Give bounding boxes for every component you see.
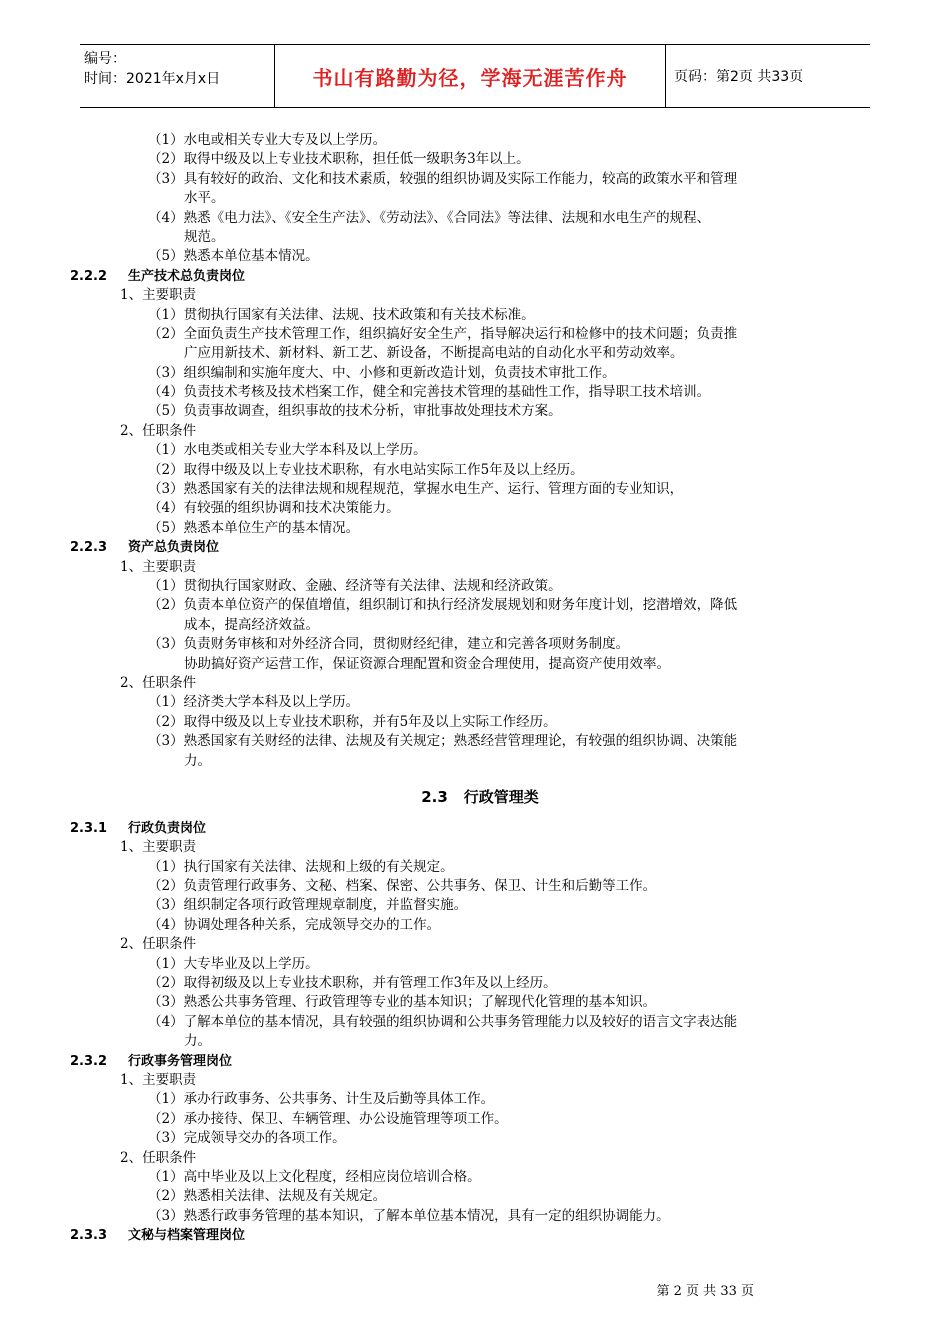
page-header (80, 44, 870, 108)
list-item: （2）负责管理行政事务、文秘、档案、保密、公共事务、保卫、计生和后勤等工作。 (148, 878, 657, 895)
list-item: （5）熟悉本单位生产的基本情况。 (148, 519, 360, 536)
list-item: （2）取得中级及以上专业技术职称，担任低一级职务3年以上。 (148, 151, 530, 168)
list-item-continuation: 规范。 (184, 228, 225, 245)
list-item: （3）熟悉国家有关财经的法律、法规及有关规定；熟悉经营管理理论，有较强的组织协调、决策能 (148, 733, 738, 750)
section-heading (70, 538, 890, 557)
list-item: （1）执行国家有关法律、法规和上级的有关规定。 (148, 858, 454, 875)
list-item-continuation: 协助搞好资产运营工作，保证资源合理配置和资金合理使用，提高资产使用效率。 (184, 655, 670, 672)
subsection-label: 1、主要职责 (120, 1071, 197, 1088)
list-item-continuation: 成本，提高经济效益。 (184, 616, 319, 633)
section-title: 生产技术总负责岗位 (128, 268, 246, 284)
list-item: （5）熟悉本单位基本情况。 (148, 248, 319, 265)
list-item: （4）有较强的组织协调和技术决策能力。 (148, 500, 400, 517)
subsection-label: 1、主要职责 (120, 839, 197, 856)
list-item-continuation: 水平。 (184, 190, 225, 207)
list-item: （4）协调处理各种关系，完成领导交办的工作。 (148, 916, 441, 933)
list-item: （2）承办接待、保卫、车辆管理、办公设施管理等项工作。 (148, 1110, 508, 1127)
list-item-continuation: 力。 (184, 1033, 211, 1050)
section-heading (70, 1226, 890, 1245)
list-item: （3）具有较好的政治、文化和技术素质，较强的组织协调及实际工作能力，较高的政策水平和管理 (148, 170, 738, 187)
doc-number-label: 编号： (84, 51, 126, 67)
subsection-label: 1、主要职责 (120, 287, 197, 304)
header-motto: 书山有路勤为径，学海无涯苦作舟 (275, 45, 666, 107)
section-number: 2.2.2 (70, 268, 108, 284)
list-item: （1）水电或相关专业大专及以上学历。 (148, 132, 387, 148)
section-heading (70, 267, 890, 286)
list-item: （4）了解本单位的基本情况，具有较强的组织协调和公共事务管理能力以及较好的语言文字表达能 (148, 1013, 738, 1030)
list-item: （2）取得中级及以上专业技术职称，有水电站实际工作5年及以上经历。 (148, 461, 584, 478)
list-item: （2）取得初级及以上专业技术职称，并有管理工作3年及以上经历。 (148, 975, 557, 992)
list-item: （1）贯彻执行国家有关法律、法规、技术政策和有关技术标准。 (148, 306, 535, 323)
list-item: （1）经济类大学本科及以上学历。 (148, 694, 360, 711)
subsection-label: 2、任职条件 (120, 422, 197, 439)
list-item: （1）高中毕业及以上文化程度，经相应岗位培训合格。 (148, 1168, 481, 1185)
section-number: 2.3.2 (70, 1053, 108, 1069)
list-item: （3）组织制定各项行政管理规章制度，并监督实施。 (148, 897, 468, 914)
part-heading (70, 777, 890, 817)
list-item: （1）承办行政事务、公共事务、计生及后勤等具体工作。 (148, 1091, 495, 1108)
doc-time-label: 时间：2021年x月x日 (84, 71, 221, 87)
section-title: 文秘与档案管理岗位 (128, 1228, 246, 1244)
subsection-label: 2、任职条件 (120, 936, 197, 953)
section-title: 资产总负责岗位 (128, 540, 220, 556)
list-item: （3）组织编制和实施年度大、中、小修和更新改造计划，负责技术审批工作。 (148, 364, 616, 381)
list-item-continuation: 广应用新技术、新材料、新工艺、新设备，不断提高电站的自动化水平和劳动效率。 (184, 345, 684, 362)
section-number: 2.3.1 (70, 820, 108, 836)
list-item: （2）负责本单位资产的保值增值，组织制订和执行经济发展规划和财务年度计划，挖潜增效，降低 (148, 597, 738, 614)
list-item: （2）全面负责生产技术管理工作，组织搞好安全生产，指导解决运行和检修中的技术问题；负责推 (148, 325, 738, 342)
list-item: （1）贯彻执行国家财政、金融、经济等有关法律、法规和经济政策。 (148, 577, 562, 594)
part-title: 行政管理类 (463, 787, 539, 806)
section-title: 行政事务管理岗位 (128, 1053, 233, 1069)
list-item: （3）熟悉国家有关的法律法规和规程规范，掌握水电生产、运行、管理方面的专业知识， (148, 481, 684, 498)
list-item: （1）水电类或相关专业大学本科及以上学历。 (148, 442, 427, 459)
header-page-info: 页码：第2页 共33页 (674, 69, 804, 85)
section-heading (70, 1052, 890, 1071)
list-item: （3）负责财务审核和对外经济合同，贯彻财经纪律，建立和完善各项财务制度。 (148, 636, 630, 653)
header-meta (80, 45, 275, 107)
list-item: （2）熟悉相关法律、法规及有关规定。 (148, 1188, 387, 1205)
list-item: （4）熟悉《电力法》、《安全生产法》、《劳动法》、《合同法》等法律、法规和水电生产的规程、 (148, 209, 711, 226)
list-item: （3）熟悉行政事务管理的基本知识，了解本单位基本情况，具有一定的组织协调能力。 (148, 1207, 670, 1224)
list-item: （4）负责技术考核及技术档案工作，健全和完善技术管理的基础性工作，指导职工技术培训。 (148, 384, 711, 401)
subsection-label: 2、任职条件 (120, 1149, 197, 1166)
list-item: （5）负责事故调查，组织事故的技术分析，审批事故处理技术方案。 (148, 403, 562, 420)
section-number: 2.3.3 (70, 1228, 108, 1244)
list-item: （1）大专毕业及以上学历。 (148, 955, 319, 972)
section-heading (70, 819, 890, 838)
list-item: （2）取得中级及以上专业技术职称，并有5年及以上实际工作经历。 (148, 713, 557, 730)
subsection-label: 2、任职条件 (120, 674, 197, 691)
section-title: 行政负责岗位 (128, 820, 207, 836)
part-number: 2.3 (421, 787, 448, 806)
list-item: （3）熟悉公共事务管理、行政管理等专业的基本知识；了解现代化管理的基本知识。 (148, 994, 657, 1011)
list-item-continuation: 力。 (184, 752, 211, 769)
subsection-label: 1、主要职责 (120, 558, 197, 575)
document-body (70, 131, 890, 1245)
section-number: 2.2.3 (70, 540, 108, 556)
page-footer: 第 2 页 共 33 页 (656, 1284, 754, 1299)
list-item: （3）完成领导交办的各项工作。 (148, 1130, 346, 1147)
